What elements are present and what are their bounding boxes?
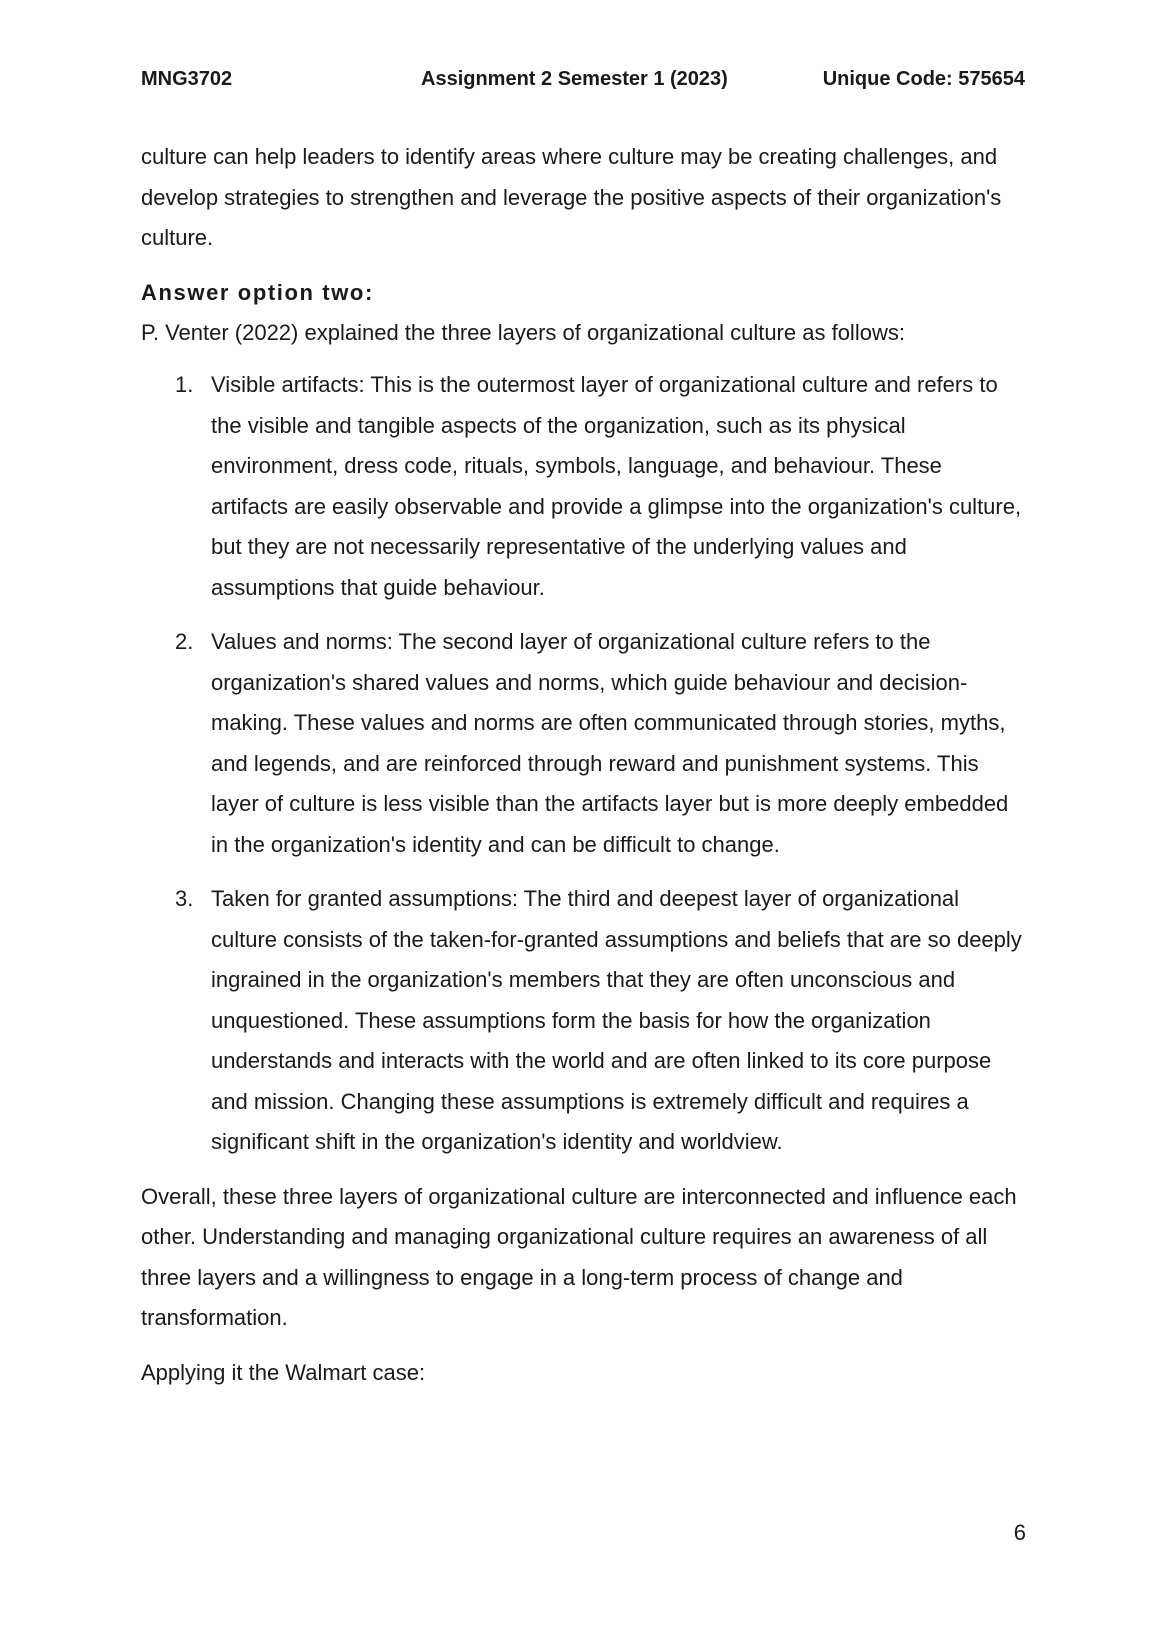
header-course-code: MNG3702 <box>141 68 233 90</box>
section-heading: Answer option two: <box>141 279 374 305</box>
header-assignment-title: Assignment 2 Semester 1 (2023) <box>421 68 728 90</box>
list-item <box>141 365 1025 608</box>
page-header <box>141 68 1025 96</box>
list-item-number: 2. <box>175 629 194 654</box>
list-item-text: Visible artifacts: This is the outermost layer of organizational culture and refers to the visible and tangible aspects of the organization, such as its physical environment, dress code, rituals, symbols, language, and behaviour. These artifacts are easily observable and provide a glimpse into the organization's culture, but they are not necessarily representative of the underlying values and assumptions that guide behaviour. <box>211 372 1022 600</box>
list-item-number: 3. <box>175 886 194 911</box>
layers-list <box>141 365 1025 1163</box>
list-item-text: Taken for granted assumptions: The third and deepest layer of organizational culture consists of the taken-for-granted assumptions and beliefs that are so deeply ingrained in the organization's members that they are often unconscious and unquestioned. These assumptions form the basis for how the organization understands and interacts with the world and are often linked to its core purpose and mission. Changing these assumptions is extremely difficult and requires a significant shift in the organization's identity and worldview. <box>211 886 1022 1154</box>
header-unique-code: Unique Code: 575654 <box>822 68 1025 90</box>
overall-paragraph: Overall, these three layers of organizational culture are interconnected and influence each other. Understanding and managing organizational culture requires an awareness of all three layers and a willingness to engage in a long-term process of change and transformation. <box>141 1183 1017 1330</box>
list-item <box>141 622 1025 865</box>
list-item-text: Values and norms: The second layer of organizational culture refers to the organization's shared values and norms, which guide behaviour and decision-making. These values and norms are often communicated through stories, myths, and legends, and are reinforced through reward and punishment systems. This layer of culture is less visible than the artifacts layer but is more deeply embedded in the organization's identity and can be difficult to change. <box>211 629 1009 857</box>
page-number: 6 <box>1013 1520 1026 1545</box>
applying-line: Applying it the Walmart case: <box>141 1359 426 1385</box>
list-item-number: 1. <box>175 372 194 397</box>
list-item <box>141 879 1025 1163</box>
lead-sentence: P. Venter (2022) explained the three layers of organizational culture as follows: <box>141 319 905 345</box>
intro-paragraph: culture can help leaders to identify areas where culture may be creating challenges, and develop strategies to strengthen and leverage the positive aspects of their organization's culture. <box>141 144 1002 250</box>
page-body <box>141 137 1025 1393</box>
